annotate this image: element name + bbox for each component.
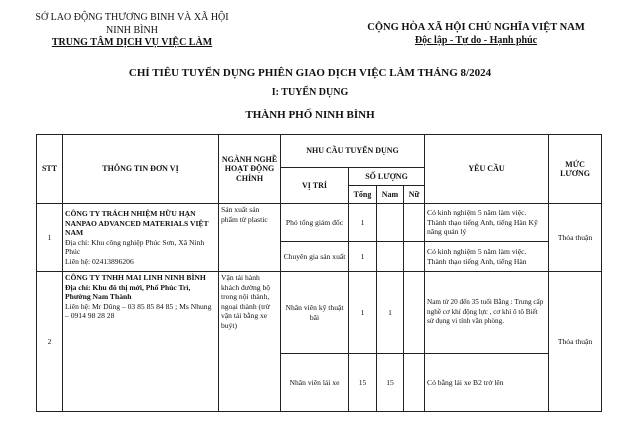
requirements-cell: Nam từ 20 đến 35 tuổi Bằng : Trung cấp nghề cơ khí động lực , cơ khí ô tô Biết sử dụng vi tính văn phòng. [425,272,549,354]
company-address: Địa chỉ: Khu đô thị mới, Phố Phúc Trì, Phường Nam Thành [65,282,191,301]
industry-cell: Vận tải hành khách đường bộ trong nội thành, ngoại thành (trừ vận tải bằng xe buýt) [219,272,281,412]
total-cell: 1 [349,204,377,242]
center-name: TRUNG TÂM DỊCH VỤ VIỆC LÀM [51,37,213,48]
header-salary: MỨC LƯƠNG [549,135,602,204]
header-total: Tổng [349,186,377,204]
header-company-info: THÔNG TIN ĐƠN VỊ [63,135,219,204]
national-header [352,22,600,47]
header-industry: NGÀNH NGHỀ HOẠT ĐỘNG CHÍNH [219,135,281,204]
male-cell [377,204,404,242]
national-motto: Độc lập - Tự do - Hạnh phúc [414,34,538,46]
recruitment-table [36,134,602,412]
salary-cell: Thỏa thuận [549,204,602,272]
table-row [37,204,602,242]
header-demand: NHU CẦU TUYỂN DỤNG [281,135,425,168]
female-cell [404,242,425,272]
row-stt: 2 [37,272,63,412]
header-quantity: SỐ LƯỢNG [349,168,425,186]
requirements-cell: Có kinh nghiệm 5 năm làm việc. Thành thạo tiếng Anh, tiếng Hàn [425,242,549,272]
org-province: NINH BÌNH [106,24,158,36]
salary-cell: Thỏa thuận [549,272,602,412]
female-cell [404,204,425,242]
company-address: Địa chỉ: Khu công nghiệp Phúc Sơn, Xã Ninh Phúc [65,237,205,256]
table-row [37,272,602,354]
company-contact: Liên hệ: Mr Dũng – 03 85 85 84 85 ; Ms Nhung – 0914 98 28 28 [65,301,212,320]
section-title: I: TUYỂN DỤNG [271,87,349,98]
company-name: CÔNG TY TNHH MAI LINH NINH BÌNH [65,273,206,282]
header-position: VỊ TRÍ [281,168,349,204]
total-cell: 1 [349,242,377,272]
header-stt: STT [37,135,63,204]
header-male: Nam [377,186,404,204]
company-contact: Liên hệ: 02413896206 [65,256,134,266]
industry-cell: Sản xuất sản phẩm từ plastic [219,204,281,272]
republic-name: CỘNG HÒA XÃ HỘI CHỦ NGHĨA VIỆT NAM [367,22,585,33]
company-info-cell [63,272,219,412]
male-cell: 1 [377,272,404,354]
position-cell: Nhân viên lái xe [281,354,349,412]
female-cell [404,354,425,412]
position-cell: Nhân viên kỹ thuật bãi [281,272,349,354]
requirements-cell: Có bằng lái xe B2 trở lên [425,354,549,412]
position-cell: Chuyên gia sản xuất [281,242,349,272]
female-cell [404,272,425,354]
ministry-header [22,12,242,50]
company-name: CÔNG TY TRÁCH NHIỆM HỮU HẠN NANPAO ADVANCED MATERIALS VIỆT NAM [65,209,209,237]
row-stt: 1 [37,204,63,272]
requirements-cell: Có kinh nghiệm 5 năm làm việc. Thành thạo tiếng Anh, tiếng Hàn Kỹ năng quản lý [425,204,549,242]
company-info-cell [63,204,219,272]
city-title: THÀNH PHỐ NINH BÌNH [245,109,375,121]
header-female: Nữ [404,186,425,204]
male-cell [377,242,404,272]
male-cell: 15 [377,354,404,412]
total-cell: 15 [349,354,377,412]
org-name: SỞ LAO ĐỘNG THƯƠNG BINH VÀ XÃ HỘI [35,12,229,23]
document-title: CHỈ TIÊU TUYỂN DỤNG PHIÊN GIAO DỊCH VIỆC LÀM THÁNG 8/2024 [128,67,492,79]
header-requirements: YÊU CẦU [425,135,549,204]
position-cell: Phó tổng giám đốc [281,204,349,242]
total-cell: 1 [349,272,377,354]
